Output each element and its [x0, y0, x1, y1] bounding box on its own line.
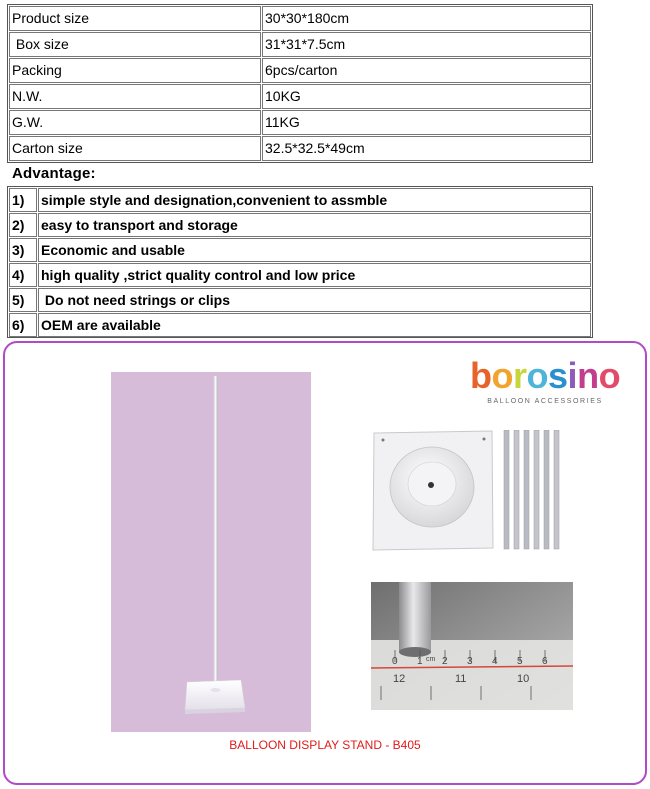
spec-value: 10KG	[262, 84, 591, 109]
spec-value: 31*31*7.5cm	[262, 32, 591, 57]
spec-label: Product size	[9, 6, 261, 31]
ruler-illustration	[371, 582, 573, 710]
ruler-unit: cm	[426, 656, 436, 663]
spec-value: 6pcs/carton	[262, 58, 591, 83]
advantage-table	[7, 186, 593, 338]
logo-tagline: BALLOON ACCESSORIES	[487, 398, 603, 405]
advantage-number: 3)	[9, 238, 37, 262]
advantage-row	[9, 288, 591, 312]
base-plate-photo	[371, 430, 501, 555]
ruler-lower-mark: 10	[517, 673, 530, 685]
spec-value: 32.5*32.5*49cm	[262, 136, 591, 161]
ruler-mark: 4	[492, 656, 498, 667]
logo-wordmark	[470, 356, 630, 396]
borosino-logo	[470, 356, 630, 416]
spec-label: Box size	[9, 32, 261, 57]
ruler-mark: 3	[467, 656, 473, 667]
advantage-text: Do not need strings or clips	[38, 288, 591, 312]
ruler-mark: 6	[542, 656, 548, 667]
advantage-row	[9, 238, 591, 262]
ruler-lower-mark: 12	[393, 673, 406, 685]
advantage-number: 4)	[9, 263, 37, 287]
advantage-row	[9, 213, 591, 237]
ruler-lower-mark: 11	[455, 673, 467, 685]
advantage-row	[9, 313, 591, 337]
logo-letter: o	[491, 355, 513, 396]
balloon-stand-illustration	[111, 372, 311, 732]
advantage-heading: Advantage:	[12, 165, 96, 182]
ruler-mark: 1	[417, 656, 423, 667]
advantage-text: high quality ,strict quality control and low price	[38, 263, 591, 287]
spec-value: 30*30*180cm	[262, 6, 591, 31]
spec-row	[9, 32, 591, 57]
logo-letter: i	[567, 355, 578, 396]
ruler-mark: 0	[392, 656, 398, 667]
advantage-text: OEM are available	[38, 313, 591, 337]
spec-row	[9, 136, 591, 161]
advantage-number: 2)	[9, 213, 37, 237]
product-caption: BALLOON DISPLAY STAND - B405	[229, 738, 421, 752]
base-plate-illustration	[371, 430, 501, 555]
logo-letter: s	[548, 355, 568, 396]
rods-photo	[500, 430, 564, 550]
advantage-text: easy to transport and storage	[38, 213, 591, 237]
spec-label: Carton size	[9, 136, 261, 161]
logo-letter: n	[577, 355, 599, 396]
advantage-number: 6)	[9, 313, 37, 337]
advantage-text: Economic and usable	[38, 238, 591, 262]
spec-label: N.W.	[9, 84, 261, 109]
logo-letter: o	[598, 355, 621, 396]
spec-row	[9, 6, 591, 31]
spec-label: Packing	[9, 58, 261, 83]
advantage-row	[9, 263, 591, 287]
stand-photo	[111, 372, 311, 732]
spec-row	[9, 58, 591, 83]
advantage-number: 5)	[9, 288, 37, 312]
logo-letter: b	[470, 355, 492, 396]
spec-row	[9, 84, 591, 109]
advantage-row	[9, 188, 591, 212]
spec-row	[9, 110, 591, 135]
advantage-number: 1)	[9, 188, 37, 212]
logo-letter: r	[513, 355, 527, 396]
spec-value: 11KG	[262, 110, 591, 135]
ruler-measure-photo	[371, 582, 573, 710]
spec-label: G.W.	[9, 110, 261, 135]
ruler-mark: 2	[442, 656, 448, 667]
rods-illustration	[500, 430, 564, 550]
spec-table	[7, 4, 593, 163]
ruler-mark: 5	[517, 656, 523, 667]
advantage-text: simple style and designation,convenient to assmble	[38, 188, 591, 212]
logo-letter: o	[526, 355, 549, 396]
